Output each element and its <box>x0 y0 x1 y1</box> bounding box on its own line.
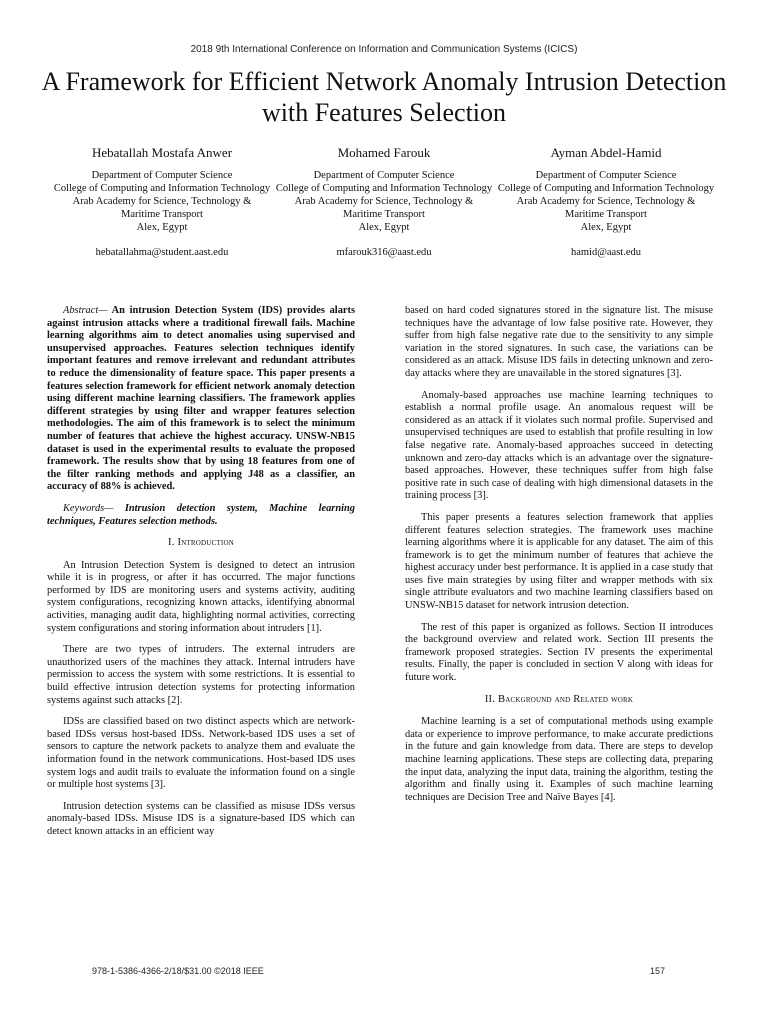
page-number: 157 <box>650 966 666 976</box>
keywords <box>47 503 355 528</box>
author-city: Alex, Egypt <box>136 222 188 233</box>
paper-title: A Framework for Efficient Network Anomaly Intrusion Detection with Features Selection <box>41 67 727 127</box>
author-city: Alex, Egypt <box>580 222 632 233</box>
author-email: mfarouk316@aast.edu <box>336 247 432 258</box>
keywords-text: Intrusion detection system, Machine learning techniques, Features selection methods. <box>47 502 355 527</box>
paragraph: based on hard coded signatures stored in the signature list. The misuse techniques have the advantage of low false positive rate. However, they suffer from high false negative rate due to the sensitivity to any simple variation in the stored signatures. In such case, the variations can be considered as an attack. Misuse IDS fails in detecting unknown and zero-day attacks where they are unavailable in the stored signatures [3]. <box>405 305 713 379</box>
author-academy: Arab Academy for Science, Technology & Maritime Transport <box>294 196 474 220</box>
paragraph: The rest of this paper is organized as follows. Section II introduces the background overview and related work. Section III presents the framework proposed strategies. Section IV presents the experimental results. Finally, the paper is concluded in section V along with ideas for future work. <box>405 621 713 684</box>
author-2 <box>274 146 494 259</box>
author-department: Department of Computer Science <box>313 170 455 181</box>
keywords-lead: Keywords— <box>63 502 114 514</box>
author-name: Hebatallah Mostafa Anwer <box>91 145 233 160</box>
section-heading-introduction: I. Introduction <box>168 537 234 549</box>
paragraph: This paper presents a features selection framework that applies different features selection strategies. The framework uses machine learning algorithms where it is applicable for any dataset. The aim of this framework is to get the minimum number of features that achieve the highest accuracy under best performance. It is applied in a case study that uses five main strategies by using filter and wrapper methods with six single attribute evaluators and two machine learning classifiers based on UNSW-NB15 dataset for network intrusion detection. <box>405 511 713 612</box>
paragraph: Machine learning is a set of computational methods using example data or experience to improve performance, to make accurate predictions in the future and gain knowledge from data. There are steps to develop machine learning applications. These steps are collecting data, preparing the input data, analyzing the input data, training the algorithm, testing the algorithm and finally using it. Examples of such machine learning techniques are Decision Tree and Naïve Bayes [4]. <box>405 716 713 803</box>
author-1 <box>52 146 272 259</box>
author-department: Department of Computer Science <box>91 170 233 181</box>
author-academy: Arab Academy for Science, Technology & Maritime Transport <box>516 196 696 220</box>
section-heading-background: II. Background and Related work <box>484 693 634 705</box>
author-block <box>52 146 716 259</box>
author-name: Ayman Abdel-Hamid <box>550 145 662 160</box>
author-college: College of Computing and Information Technology <box>275 183 493 194</box>
paragraph: Anomaly-based approaches use machine learning techniques to establish a normal profile usage. An anomalous request will be considered as an attack if it violates such normal profile. Supervised and unsupervised techniques are used to establish that profile resulting in low false negative rate. Anomaly-based approaches succeed in detecting unknown and zero-day attacks which is an advantage over the signature-based approaches. However, these techniques suffer from high false positive rate in such case of dealing with high dimensional datasets in the training process [3]. <box>405 389 713 502</box>
paragraph: An Intrusion Detection System is designed to detect an intrusion while it is in progress, or after it has occurred. The major functions performed by IDS are monitoring users and systems activity, auditing system configurations, recognizing known attacks, identifying abnormal activities, managing audit data, highlighting normal activities, correcting system configurations and storing information about intruders [1]. <box>47 559 355 634</box>
author-college: College of Computing and Information Technology <box>497 183 715 194</box>
footer-copyright: 978-1-5386-4366-2/18/$31.00 ©2018 IEEE <box>92 966 264 976</box>
abstract-lead: Abstract— <box>63 305 108 316</box>
abstract <box>47 305 355 494</box>
paragraph: IDSs are classified based on two distinct aspects which are network-based IDSs versus host-based IDSs. Network-based IDS uses a set of sensors to capture the network packets to analyze them and evaluate the information found in the network communications. Host-based IDS uses system logs and audit trails to evaluate the information found on a single or multiple host systems [3]. <box>47 716 355 791</box>
author-email: hebatallahma@student.aast.edu <box>95 247 229 258</box>
right-column <box>405 305 713 813</box>
author-email: hamid@aast.edu <box>570 247 642 258</box>
author-department: Department of Computer Science <box>535 170 677 181</box>
author-3 <box>496 146 716 259</box>
abstract-text: An intrusion Detection System (IDS) provides alarts against intrusion attacks where a traditional firewall fails. Machine learning algorithms aim to detect anomalies using supervised and unsupervised approaches. Features selection techniques identify important features and remove irrelevant and redundant attributes to reduce the dimensionality of feature space. This paper presents a features selection framework for efficient network anomaly detection using different machine learning classifiers. The framework applies different strategies by using filter and wrapper features selection methodologies. The aim of this framework is to select the minimum number of features that achieve the highest accuracy. UNSW-NB15 dataset is used in the experimental results to evaluate the proposed framework. The results show that by using 18 features from one of the filter ranking methods and applying J48 as a classifier, an accuracy of 88% is achieved. <box>47 305 355 493</box>
conference-header: 2018 9th International Conference on Information and Communication Systems (ICICS) <box>190 44 578 55</box>
author-name: Mohamed Farouk <box>337 145 431 160</box>
left-column <box>47 305 355 848</box>
paragraph: There are two types of intruders. The external intruders are unauthorized users of the machines they attack. Internal intruders have permission to access the system with some restrictions. It is essential to build effective intrusion detection systems for protecting information systems against such attacks [2]. <box>47 644 355 706</box>
paragraph: Intrusion detection systems can be classified as misuse IDSs versus anomaly-based IDSs. Misuse IDS is a signature-based IDS which can detect known attacks in an efficient way <box>47 800 355 837</box>
author-college: College of Computing and Information Technology <box>53 183 271 194</box>
author-academy: Arab Academy for Science, Technology & Maritime Transport <box>72 196 252 220</box>
author-city: Alex, Egypt <box>358 222 410 233</box>
